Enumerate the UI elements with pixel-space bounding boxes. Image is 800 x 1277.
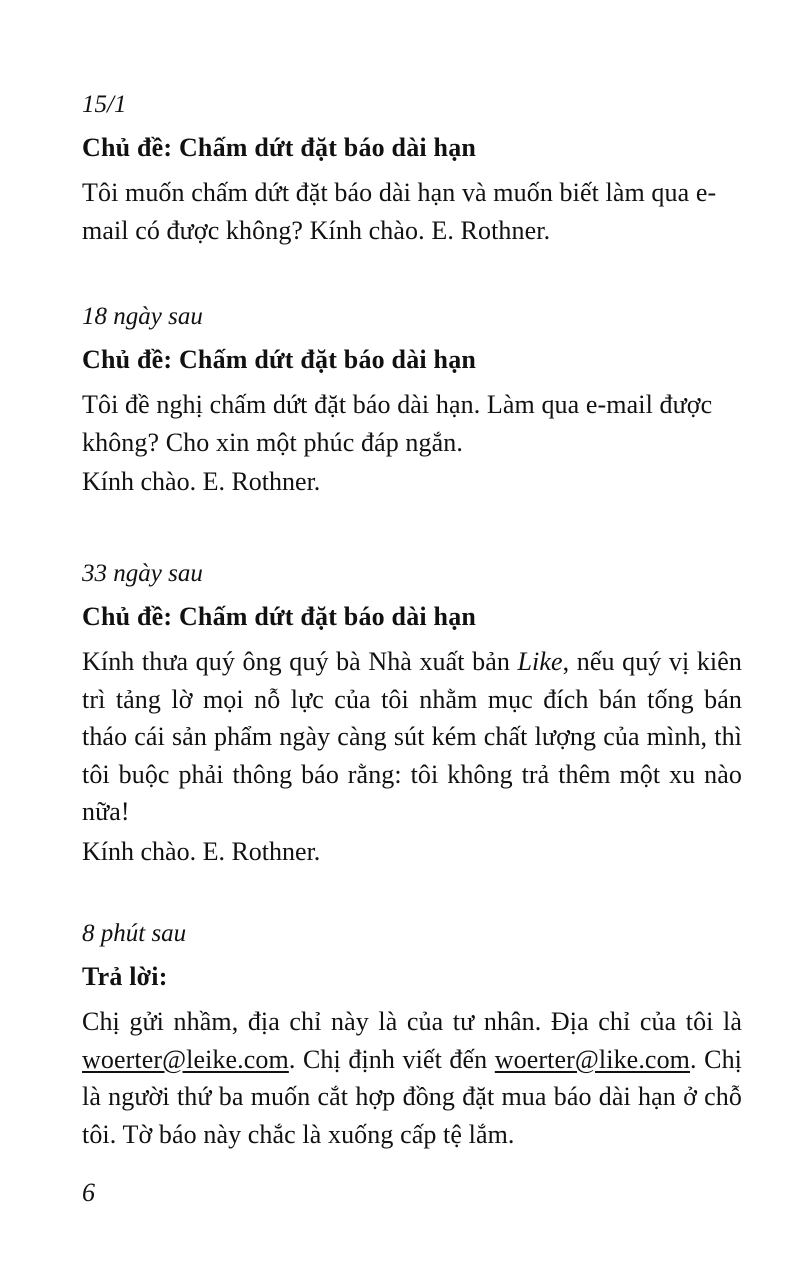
email-entry-4 <box>82 917 742 1153</box>
entry-date: 15/1 <box>82 91 127 118</box>
entry-body-text: Kính thưa quý ông quý bà Nhà xuất bản <box>82 647 518 676</box>
entry-body-text: . Chị là người thứ ba muốn cắt hợp đồng đặt mua báo dài hạn ở chỗ tôi. Tờ báo này chắc là xuống cấp tệ lắm. <box>82 1044 742 1149</box>
entry-body <box>82 643 742 831</box>
entry-body: Tôi muốn chấm dứt đặt báo dài hạn và muốn biết làm qua e-mail có được không? Kính chào. E. Rothner. <box>82 178 717 245</box>
page-number: 6 <box>82 1178 95 1207</box>
entry-body <box>82 1003 742 1153</box>
entry-subject: Chủ đề: Chấm dứt đặt báo dài hạn <box>82 602 477 631</box>
entry-body-text: . Chị định viết đến <box>288 1044 495 1074</box>
email-entry-2 <box>82 300 742 500</box>
entry-date: 33 ngày sau <box>82 560 203 587</box>
entry-subject: Chủ đề: Chấm dứt đặt báo dài hạn <box>82 133 477 162</box>
entry-date: 18 ngày sau <box>82 303 203 330</box>
email-entry-1 <box>82 88 742 249</box>
entry-body-text: Chị gửi nhầm, địa chỉ này là của tư nhân. Địa chỉ của tôi là <box>82 1007 742 1036</box>
entry-signature: Kính chào. E. Rothner. <box>82 467 321 496</box>
email-address-leike[interactable]: woerter@leike.com <box>82 1044 289 1074</box>
entry-date: 8 phút sau <box>82 920 187 947</box>
email-entry-3 <box>82 557 742 870</box>
entry-signature: Kính chào. E. Rothner. <box>82 836 321 866</box>
entry-subject: Trả lời: <box>82 962 168 991</box>
publisher-name: Like <box>517 647 563 676</box>
email-address-like[interactable]: woerter@like.com <box>494 1044 690 1074</box>
entry-body-text: , nếu quý vị kiên trì tảng lờ mọi nỗ lực của tôi nhằm mục đích bán tống bán tháo cái sản phẩm ngày càng sút kém chất lượng của mình, thì tôi buộc phải thông báo rằng: tôi không trả thêm một xu nào nữa! <box>82 647 742 826</box>
entry-subject: Chủ đề: Chấm dứt đặt báo dài hạn <box>82 345 477 374</box>
entry-body: Tôi đề nghị chấm dứt đặt báo dài hạn. Làm qua e-mail được không? Cho xin một phúc đáp ngắn. <box>82 390 713 457</box>
